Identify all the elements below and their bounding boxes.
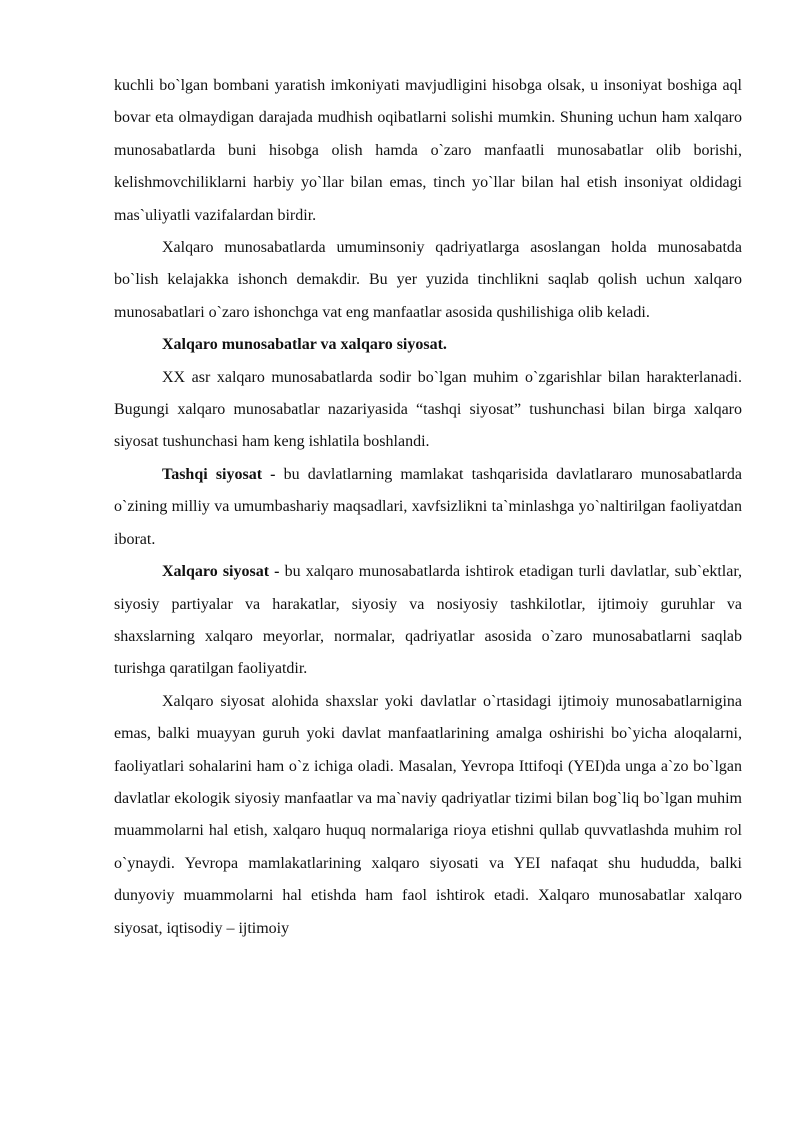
definition-xalqaro-siyosat-text: bu xalqaro munosabatlarda ishtirok etadigan turli davlatlar, sub`ektlar, siyosiy partiyalar va harakatlar, siyosiy va nosiyosiy tashkilotlar, ijtimoiy guruhlar va shaxslarning xalqaro meyorlar, normalar, qadriyatlar asosida o`zaro munosabatlarni saqlab turishga qaratilgan faoliyatdir. bbox=[114, 563, 743, 678]
paragraph-4-text: XX asr xalqaro munosabatlarda sodir bo`lgan muhim o`zgarishlar bilan harakterlanadi. Bugungi xalqaro munosabatlar nazariyasida “tashqi siyosat” tushunchasi bilan birga xalqaro siyosat tushunchasi ham keng ishlatila boshlandi. bbox=[114, 368, 742, 451]
term-xalqaro-siyosat: Xalqaro siyosat - bbox=[162, 563, 280, 581]
document-page bbox=[114, 70, 742, 945]
paragraph-1 bbox=[114, 70, 742, 232]
section-heading-text: Xalqaro munosabatlar va xalqaro siyosat. bbox=[162, 336, 447, 354]
definition-tashqi-siyosat-text: bu davlatlarning mamlakat tashqarisida davlatlararo munosabatlarda o`zining milliy va umumbashariy maqsadlari, xavfsizlikni ta`minlashga yo`naltirilgan faoliyatdan iborat. bbox=[114, 465, 742, 548]
paragraph-7-text: Xalqaro siyosat alohida shaxslar yoki davlatlar o`rtasidagi ijtimoiy munosabatlarnigina emas, balki muayyan guruh yoki davlat manfaatlarining amalga oshirishi bo`yicha aloqalarni, faoliyatlari sohalarini ham o`z ichiga oladi. Masalan, Yevropa Ittifoqi (YEI)da unga a`zo bo`lgan davlatlar ekologik siyosiy manfaatlar va ma`naviy qadriyatlar tizimi bilan bog`liq bo`lgan muhim muammolarni hal etish, xalqaro huquq normalariga rioya etishni qullab quvvatlashda muhim rol o`ynaydi. Yevropa mamlakatlarining xalqaro siyosati va YEI nafaqat shu hududda, balki dunyoviy muammolarni hal etishda ham faol ishtirok etadi. Xalqaro munosabatlar xalqaro siyosat, iqtisodiy – ijtimoiy bbox=[114, 692, 742, 937]
definition-tashqi-siyosat bbox=[114, 459, 742, 556]
paragraph-1-text: kuchli bo`lgan bombani yaratish imkoniyati mavjudligini hisobga olsak, u insoniyat boshiga aql bovar eta olmaydigan darajada mudhish oqibatlarni solishi mumkin. Shuning uchun ham xalqaro munosabatlarda buni hisobga olish hamda o`zaro manfaatli munosabatlar olib borishi, kelishmovchiliklarni harbiy yo`llar bilan emas, tinch yo`llar bilan hal etish insoniyat oldidagi mas`uliyatli vazifalardan birdir. bbox=[114, 77, 742, 224]
paragraph-2-text: Xalqaro munosabatlarda umuminsoniy qadriyatlarga asoslangan holda munosabatda bo`lish kelajakka ishonch demakdir. Bu yer yuzida tinchlikni saqlab qolish uchun xalqaro munosabatlari o`zaro ishonchga vat eng manfaatlar asosida qushilishiga olib keladi. bbox=[114, 239, 742, 321]
paragraph-2 bbox=[114, 232, 742, 329]
term-tashqi-siyosat: Tashqi siyosat - bbox=[162, 465, 276, 483]
definition-xalqaro-siyosat bbox=[114, 556, 742, 686]
paragraph-4 bbox=[114, 362, 742, 459]
paragraph-7 bbox=[114, 686, 742, 945]
section-heading bbox=[114, 329, 742, 361]
